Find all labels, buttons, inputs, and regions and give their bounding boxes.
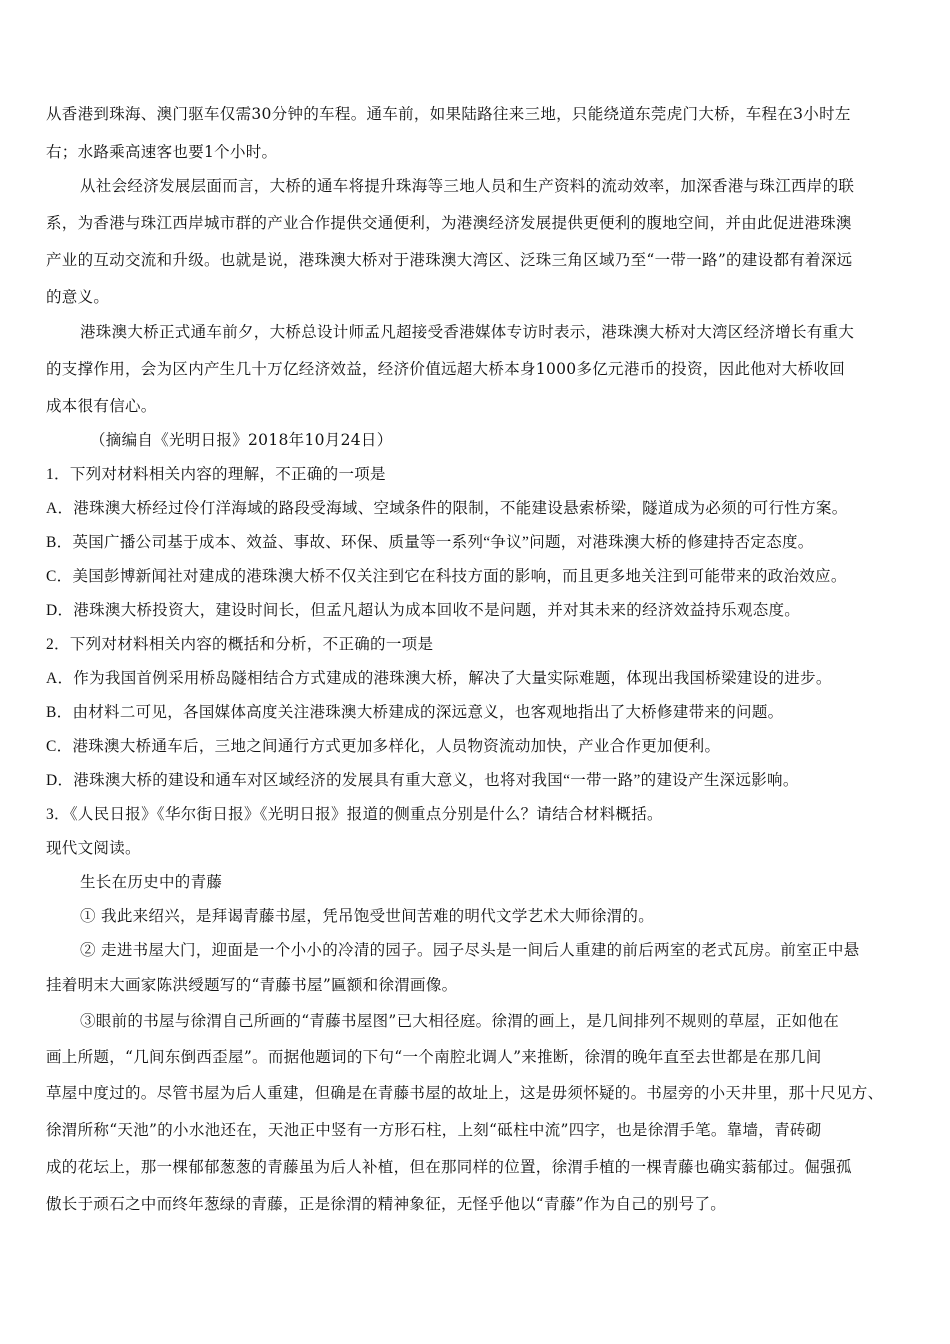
text-line: 右；水路乘高速客也要1个小时。: [46, 143, 278, 161]
question-2-stem: 2．下列对材料相关内容的概括和分析，不正确的一项是: [46, 636, 434, 653]
question-3-stem: 3．《人民日报》《华尔街日报》《光明日报》报道的侧重点分别是什么？请结合材料概括。: [46, 806, 663, 823]
question-2-option-b: B．由材料二可见，各国媒体高度关注港珠澳大桥建成的深远意义，也客观地指出了大桥修建带来的问题。: [46, 704, 784, 721]
text-line: ③眼前的书屋与徐渭自己所画的“青藤书屋图”已大相径庭。徐渭的画上，是几间排列不规则的草屋，正如他在: [80, 1012, 840, 1030]
question-1-option-d: D．港珠澳大桥投资大，建设时间长，但孟凡超认为成本回收不是问题，并对其未来的经济效益持乐观态度。: [46, 602, 801, 619]
text-line: 成的花坛上，那一棵郁郁葱葱的青藤虽为后人补植，但在那同样的位置，徐渭手植的一棵青藤也确实蓊郁过。倔强孤: [46, 1158, 852, 1176]
text-line: 挂着明末大画家陈洪绶题写的“青藤书屋”匾额和徐渭画像。: [46, 976, 458, 994]
question-1-option-c: C．美国彭博新闻社对建成的港珠澳大桥不仅关注到它在科技方面的影响，而且更多地关注到可能带来的政治效应。: [46, 568, 847, 585]
text-line: 徐渭所称“天池”的小水池还在，天池正中竖有一方形石柱，上刻“砥柱中流”四字，也是徐渭手笔。靠墙，青砖砌: [46, 1121, 822, 1139]
question-1-stem: 1．下列对材料相关内容的理解，不正确的一项是: [46, 466, 386, 483]
text-line: ① 我此来绍兴，是拜谒青藤书屋，凭吊饱受世间苦难的明代文学艺术大师徐渭的。: [80, 907, 655, 925]
article-title: 生长在历史中的青藤: [80, 873, 223, 891]
text-line: 从香港到珠海、澳门驱车仅需30分钟的车程。通车前，如果陆路往来三地，只能绕道东莞虎门大桥，车程在3小时左: [46, 105, 851, 123]
text-line: 从社会经济发展层面而言，大桥的通车将提升珠海等三地人员和生产资料的流动效率，加深香港与珠江西岸的联: [80, 177, 855, 195]
text-line: 成本很有信心。: [46, 397, 157, 415]
text-line: 画上所题，“几间东倒西歪屋”。而据他题词的下句“一个南腔北调人”来推断，徐渭的晚年直至去世都是在那几间: [46, 1048, 822, 1066]
text-line: 系，为香港与珠江西岸城市群的产业合作提供交通便利，为港澳经济发展提供更便利的腹地空间，并由此促进港珠澳: [46, 214, 852, 232]
section-heading: 现代文阅读。: [46, 840, 141, 857]
text-line: ② 走进书屋大门，迎面是一个小小的冷清的园子。园子尽头是一间后人重建的前后两室的老式瓦房。前室正中悬: [80, 941, 860, 959]
question-2-option-d: D．港珠澳大桥的建设和通车对区域经济的发展具有重大意义，也将对我国“一带一路”的建设产生深远影响。: [46, 772, 799, 789]
text-line: 港珠澳大桥正式通车前夕，大桥总设计师孟凡超接受香港媒体专访时表示，港珠澳大桥对大湾区经济增长有重大: [80, 323, 855, 341]
text-line: 的意义。: [46, 288, 110, 306]
text-line: 傲长于顽石之中而终年葱绿的青藤，正是徐渭的精神象征，无怪乎他以“青藤”作为自己的别号了。: [46, 1195, 727, 1213]
question-1-option-a: A．港珠澳大桥经过伶仃洋海域的路段受海域、空域条件的限制，不能建设悬索桥梁，隧道成为必须的可行性方案。: [46, 500, 848, 517]
question-1-option-b: B．英国广播公司基于成本、效益、事故、环保、质量等一系列“争议”问题，对港珠澳大桥的修建持否定态度。: [46, 534, 814, 551]
question-2-option-a: A．作为我国首例采用桥岛隧相结合方式建成的港珠澳大桥，解决了大量实际难题，体现出我国桥梁建设的进步。: [46, 670, 832, 687]
source-citation: （摘编自《光明日报》2018年10月24日）: [90, 431, 393, 449]
text-line: 草屋中度过的。尽管书屋为后人重建，但确是在青藤书屋的故址上，这是毋须怀疑的。书屋旁的小天井里，那十尺见方、: [46, 1084, 884, 1102]
text-line: 产业的互动交流和升级。也就是说，港珠澳大桥对于港珠澳大湾区、泛珠三角区域乃至“一带一路”的建设都有着深远: [46, 251, 853, 269]
question-2-option-c: C．港珠澳大桥通车后，三地之间通行方式更加多样化，人员物资流动加快，产业合作更加便利。: [46, 738, 721, 755]
text-line: 的支撑作用，会为区内产生几十万亿经济效益，经济价值远超大桥本身1000多亿元港币的投资，因此他对大桥收回: [46, 360, 846, 378]
